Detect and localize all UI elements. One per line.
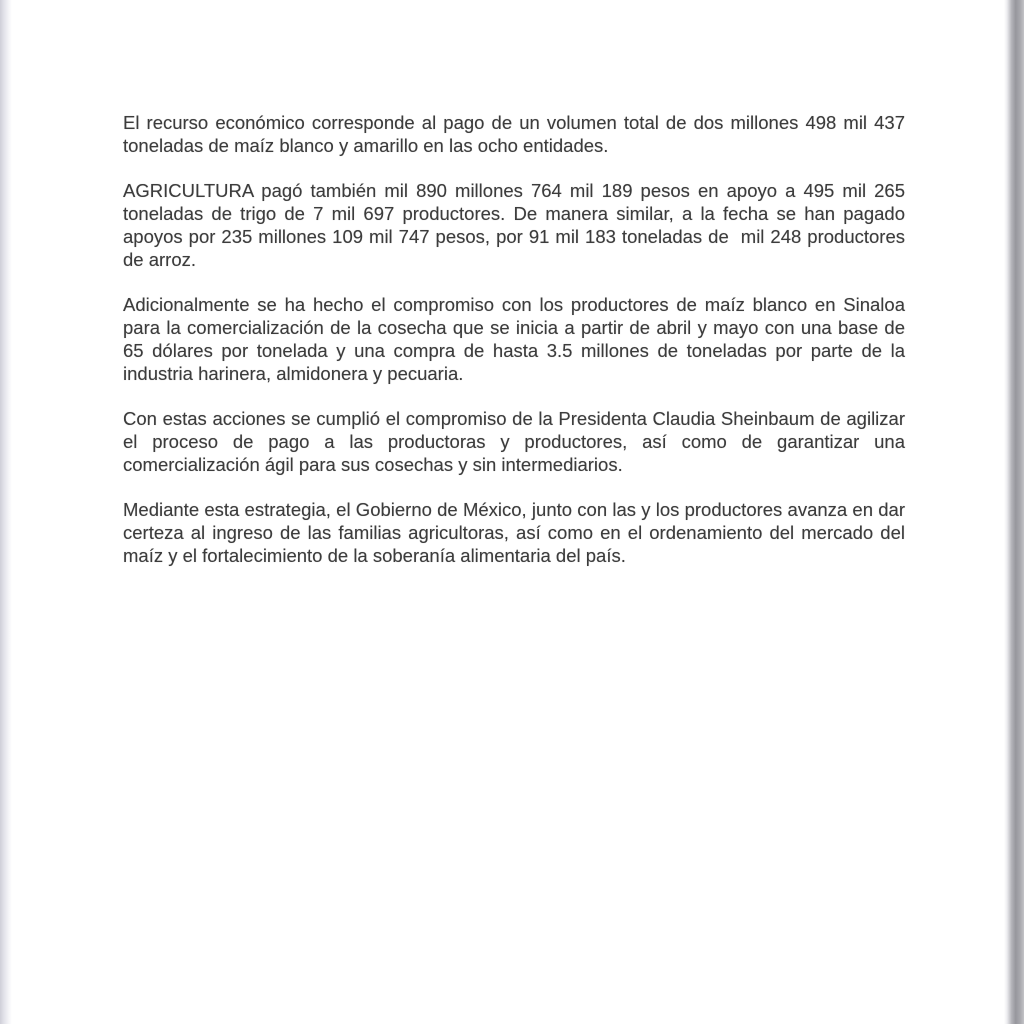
paragraph-agricultura-pagos: AGRICULTURA pagó también mil 890 millones 764 mil 189 pesos en apoyo a 495 mil 265 toneladas de trigo de 7 mil 697 productores. De manera similar, a la fecha se han pagado apoyos por 235 millones 109 mil 747 pesos, por 91 mil 183 toneladas de mil 248 productores de arroz.: [123, 180, 911, 270]
paragraph-estrategia-gobierno: Mediante esta estrategia, el Gobierno de México, junto con las y los productores avanza en dar certeza al ingreso de las familias agricultoras, así como en el ordenamiento del mercado del maíz y el fortalecimiento de la soberanía alimentaria del país.: [123, 499, 911, 566]
document-page: [123, 111, 911, 567]
paragraph-volume-total: El recurso económico corresponde al pago de un volumen total de dos millones 498 mil 437 toneladas de maíz blanco y amarillo en las ocho entidades.: [123, 112, 911, 156]
page-left-scan-edge: [0, 0, 12, 1024]
paragraph-compromiso-presidenta: Con estas acciones se cumplió el compromiso de la Presidenta Claudia Sheinbaum de agilizar el proceso de pago a las productoras y productores, así como de garantizar una comercialización ágil para sus cosechas y sin intermediarios.: [123, 408, 911, 475]
page-right-scan-edge: [1004, 0, 1024, 1024]
paragraph-compromiso-sinaloa: Adicionalmente se ha hecho el compromiso con los productores de maíz blanco en Sinaloa para la comercialización de la cosecha que se inicia a partir de abril y mayo con una base de 65 dólares por tonelada y una compra de hasta 3.5 millones de toneladas por parte de la industria harinera, almidonera y pecuaria.: [123, 294, 911, 384]
